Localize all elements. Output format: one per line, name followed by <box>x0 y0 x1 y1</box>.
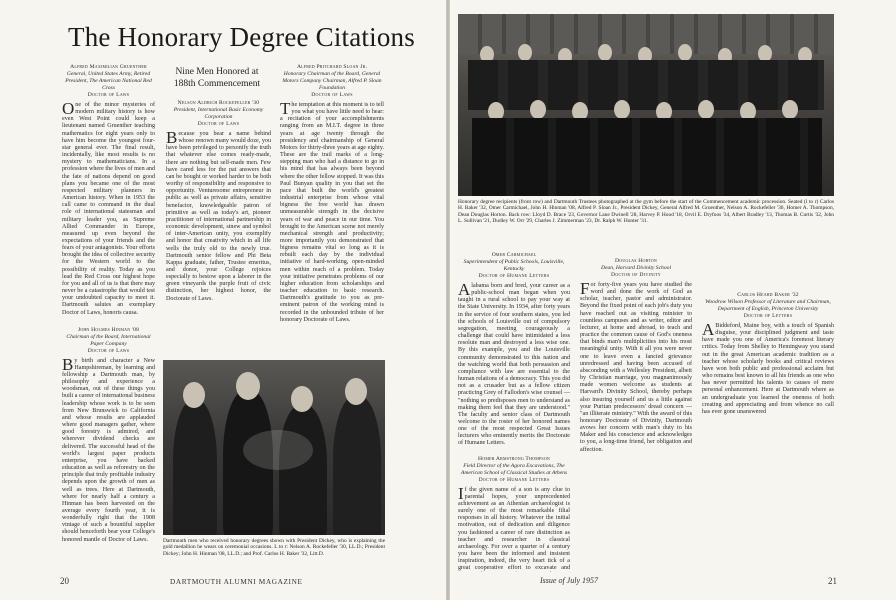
citation-rockefeller: Because you bear a name behind whose renown many would doze, you have been privileged to personify the truth that whatever else comes ready-made, there are nothing but self-made men. Few have cared less for the pat answers that can be bought or worked harder to be both worthy of responsibility and responsive to opportunity. Venturesome entrepreneur in public as well as private affairs, sensitive benefactor, knowledgeable patron of primitive as well as today's art, pioneer practitioner of international partnership in economic development, sinew and symbol of inter-American unity, you exemplify and honor that creativity which in all life wells the truly old to the newly true. Dartmouth senior fellow and Phi Beta Kappa graduate, father, Trustee emeritus, and donor, your College rejoices especially to bestow upon a laborer in the green vineyards the purple fruit of civic distinction, her highest honor, the Doctorate of Laws. <box>166 128 271 302</box>
citation-baker: ABiddeford, Maine boy, with a touch of Spanish disguise, your disciplined judgment and taste have made you one of America's foremost literary critics. Today from Shelley to Hemingway you stand out in the great American academic tradition as a teacher whose scholarly books and critical reviews have won both public and professional acclaim but who remains best known to all his friends as one who has never permitted his talents to causes of mere personal enhancement. Here at Dartmouth where as an undergraduate you learned the oneness of both creating and appreciating and from whence no call has ever gone unanswered <box>702 320 834 415</box>
column-2 <box>166 100 271 355</box>
photo-caption-left: Dartmouth men who received honorary degrees shown with President Dickey, who is explaining the gold medallion he wears on ceremonial occasions. L to r: Nelson A. Rockefeller '30, LL.D.; President Dickey; John H. Hinman '08, LL.D.; and Prof. Carlos H. Baker '32, Litt.D. <box>163 538 385 557</box>
column-c <box>702 252 834 572</box>
column-a <box>458 252 570 572</box>
byline-horton: Douglas Horton Dean, Harvard Divinity School Doctor of Divinity <box>600 258 671 278</box>
right-page <box>450 0 896 600</box>
column-b <box>580 252 692 572</box>
byline-carmichael: Omer Carmichael Superintendent of Public Schools, Louisville, Kentucky Doctor of Humane Letters <box>463 252 565 279</box>
column-1 <box>62 64 155 569</box>
byline-sloan: Alfred Pritchard Sloan Jr. Honorary Chairman of the Board, General Motors Company Chairman, Alfred P. Sloan Foundation Doctor of Laws <box>282 64 382 98</box>
issue-date: Issue of July 1957 <box>540 576 598 585</box>
citation-carmichael: Alabama born and bred, your career as a public-school man began when you taught in a rural school to pay your way at the State University. In 1934, after forty years in the service of four southern states, you led the schools of Louisville out of compulsory segregation, meeting courageously a challenge that could have intimidated a less resolute man and destroyed a less wise one. By this example, you and the Louisville community demonstrated to this nation and the watching world that both persuasion and compliance with law are essential to the human relations of a democracy. This you did not as a crusader but as a fellow citizen practicing Grey of Fallodon's wise counsel — "nothing so predisposes men to understand as making them feel that they are understood." The faculty and senior class of Dartmouth welcome to the roster of her honored names one of the most respected Great Issues lecturers who eminently merits the Doctorate of Humane Letters. <box>458 280 570 447</box>
photo-caption-right: Honorary degree recipients (front row) and Dartmouth Trustees photographed at the gym before the start of the Commencement academic procession. Seated (l to r) Carlos H. Baker '32, Omer Carmichael, John H. Hinman '08, Alfred P. Sloan Jr., President Dickey, General Alfred M. Gruenther, Nelson A. Rockefeller '30, Homer A. Thompson, Dean Douglas Horton. Back row: Lloyd D. Brace '23, Governor Lane Dwinell '28, Harvey P. Hood '18, Orvil E. Dryfoos '34, Albert Bradley '13, Thomas B. Curtis '32, John L. Sullivan '21, Dudley W. Orr '29, Charles J. Zimmerman '23, Dr. Ralph W. Hunter '31. <box>458 199 834 225</box>
article-title: The Honorary Degree Citations <box>68 22 415 52</box>
ceremony-photo <box>163 360 385 535</box>
page-number-right: 21 <box>828 576 837 586</box>
citation-sloan: The temptation at this moment is to tell you what you have little need to hear: a recitation of your accomplishments ranging from an M.I.T. degree in three years at age twenty through the presidency and chairmanship of General Motors for thirty-three years at age eighty. These are the trail marks of a long-stepping man who had a distance to go in his mind that has always been beyond where the other fellow stopped. It was this Paul Bunyan quality in you that set the pace that built the world's greatest industrial enterprise from whose vital bigness the free world has drawn unmeasurable strength in the decisive years of war and peace in our time. You brought to the American scene not merely mechanical strength and productivity; more importantly you demonstrated that bigness remains vital so long as it is rebuilt each day by the individual initiative of hard-working, open-minded men within reach of a problem. Today your initiative penetrates problems of our higher education from scholarships and teacher education to basic research. Dartmouth's gratitude to you as pre-eminent patron of the working mind is recorded in the unbounded tribute of her honorary Doctorate of Laws. <box>280 99 384 323</box>
subhead: Nine Men Honored at 188th Commencement <box>173 67 261 89</box>
page-number-left: 20 <box>60 576 69 586</box>
magazine-name: DARTMOUTH ALUMNI MAGAZINE <box>170 577 303 586</box>
citation-thompson: If the given name of a son is any clue to parental hopes, your unprecedented achievement as an Athenian archaeologist is surely one of the most remarkable filial responses in all history. Whatever the initial motivation, out of dedication and diligence you fashioned a career of rare distinction as teacher and researcher in classical archaeology. For over a quarter of a century you have been the informed and insistent inspiration, indeed, the very heart tick of a great cooperative effort to excavate and <box>458 483 570 572</box>
byline-baker: Carlos Heard Baker '32 Woodrow Wilson Professor of Literature and Chairman, Department of English, Princeton University Doctor of Letters <box>705 292 831 319</box>
byline-hinman: John Holmes Hinman '08 Chairman of the Board, International Paper Company Doctor of Laws <box>66 326 151 354</box>
left-page <box>0 0 446 600</box>
byline-rockefeller: Nelson Aldrich Rockefeller '30 President, International Basic Economy Corporation Doctor of Laws <box>173 100 264 127</box>
group-photo <box>458 14 834 196</box>
column-3 <box>280 64 384 355</box>
byline-gruenther: Alfred Maximilian Gruenther General, United States Army, Retired President, The American National Red Cross Doctor of Laws <box>65 64 152 98</box>
citation-gruenther: One of the minor mysteries of modern military history is how even West Point could keep a lieutenant named Gruenther teaching mathematics for eight years only to have him become the youngest four-star general ever. The final result, incidentally, like most results is no mystery to mathematicians. In a profession where the lives of men and the fate of nations depend on good plans you became one of the most respected military planners in American history. When in 1953 the call came to command in the dual role of international statesman and military leader you, as Supreme Allied Commander in Europe, measured up even beyond the expectations of your friends and the fears of your antagonists. Your efforts brought the idea of collective security for the Western world to the possibility of reality. Today as you lead the Red Cross our highest hope for you and all of us is that there may never be a catastrophe that would test your undoubted capacity to meet it. Dartmouth salutes an exemplary Doctor of Laws, honoris causa. <box>62 99 155 316</box>
citation-horton: For forty-five years you have studied the word and done the work of God as scholar, teacher, pastor and administrator. Beyond the fixed point of each job's duty you have reached out as visiting minister to countless campuses and as writer, editor and lecturer, at home and abroad, to teach and practice the common cause of God's oneness that binds man's multiplicities into his most meaningful unity. With it all you were never one to leave even a fancied grievance unredressed and having been accused of absconding with a Wellesley President, albeit by Christian marriage, you magnanimously made women welcome as students at Harvard's Divinity School, thereby perhaps also insuring yourself and us a little against your Puritan predecessors' dread concern — "an illiterate ministry." With the award of this honorary Doctorate of Divinity, Dartmouth avows her concern with man's duty to his Maker and his conscience and acknowledges to you, a long-time friend, her obligation and affection. <box>580 279 692 453</box>
byline-thompson: Homer Armstrong Thompson Field Director of the Agora Excavations, The American School of Classical Studies at Athens Doctor of Humane Letters <box>460 455 568 483</box>
citation-hinman: By birth and character a New Hampshireman, by learning and fellowship a Dartmouth man, by philosophy and experience a woodsman, out of these things you built a career of international business leadership whose work is to be seen from New Brunswick to California and whose results are applauded where good managers gather, where good forestry is admired, and wherever dividend checks are delivered. The successful head of the world's largest paper products enterprise, you have backed education as well as reforestry on the principle that truly profitable industry depends upon the growth of men as well as trees. Here at Dartmouth, where for nearly half a century a Hinman has been harvested on the average every fourth year, it is wonderfully right that the 1908 vintage of such a bountiful supplier should henceforth bear your College's honored mantle of Doctor of Laws. <box>62 354 155 543</box>
